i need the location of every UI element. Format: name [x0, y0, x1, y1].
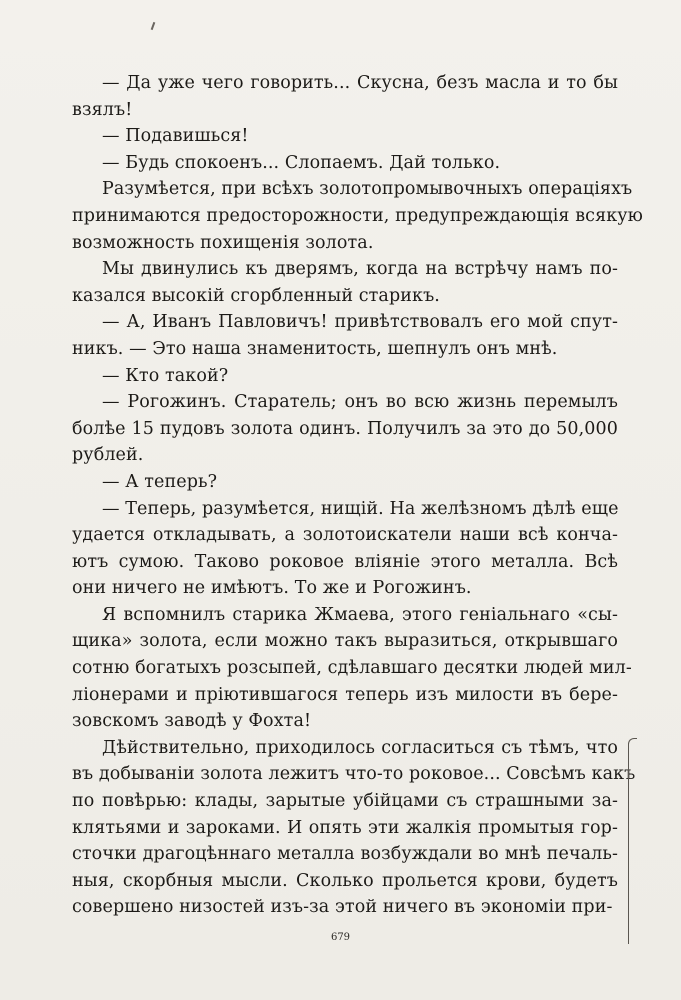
text-line: взялъ!: [72, 99, 133, 120]
paragraph: [72, 176, 643, 256]
text-line: рублей.: [72, 445, 144, 466]
text-line: Разумѣется, при всѣхъ золотопромывочныхъ операціяхъ: [102, 179, 633, 200]
paragraph: [72, 150, 618, 177]
text-line: — Будь спокоенъ... Слопаемъ. Дай только.: [102, 152, 501, 173]
paragraph: [72, 363, 618, 390]
text-line: казался высокій сгорбленный старикъ.: [72, 285, 440, 306]
text-line: удается откладывать, а золотоискатели наши всѣ конча-: [72, 525, 618, 546]
text-line: — А теперь?: [102, 471, 218, 492]
text-line: совершено низостей изъ-за этой ничего въ экономіи при-: [72, 897, 613, 918]
paragraph: [72, 602, 632, 735]
paragraph: [72, 389, 618, 469]
text-line: Дѣйствительно, приходилось согласиться съ тѣмъ, что: [102, 737, 618, 758]
paragraph: [72, 256, 618, 309]
text-line: клятьями и зароками. И опять эти жалкія промытыя гор-: [72, 817, 618, 838]
text-line: щика» золота, если можно такъ выразиться, открывшаго: [72, 631, 618, 652]
text-line: ютъ сумою. Таково роковое вліяніе этого металла. Всѣ: [72, 551, 618, 572]
paragraph: [72, 70, 618, 123]
paragraph: [72, 309, 618, 362]
paragraph: [72, 496, 618, 602]
text-line: ліонерами и пріютившагося теперь изъ милости въ бере-: [72, 684, 618, 705]
text-line: по повѣрью: клады, зарытые убійцами съ страшными за-: [72, 791, 618, 812]
body-text: [72, 70, 643, 921]
paragraph: [72, 469, 618, 496]
text-line: болѣе 15 пудовъ золота одинъ. Получилъ за это до 50,000: [72, 418, 618, 439]
text-line: Я вспомнилъ старика Жмаева, этого геніальнаго «сы-: [102, 604, 618, 625]
text-line: сточки драгоцѣннаго металла возбуждали во мнѣ печаль-: [72, 844, 618, 865]
text-line: — Подавишься!: [102, 126, 249, 147]
text-line: они ничего не имѣютъ. То же и Рогожинъ.: [72, 578, 472, 599]
text-line: — Кто такой?: [102, 365, 229, 386]
text-line: ныя, скорбныя мысли. Сколько прольется крови, будетъ: [72, 870, 618, 891]
page-number: 679: [330, 932, 351, 943]
text-line: — Теперь, разумѣется, нищій. На желѣзномъ дѣлѣ еще: [102, 498, 619, 519]
text-line: — А, Иванъ Павловичъ! привѣтствовалъ его мой спут-: [102, 312, 618, 333]
text-line: сотню богатыхъ розсыпей, сдѣлавшаго десятки людей мил-: [72, 658, 632, 679]
scan-speck: [151, 22, 156, 30]
text-line: никъ. — Это наша знаменитость, шепнулъ онъ мнѣ.: [72, 338, 558, 359]
text-line: принимаются предосторожности, предупреждающія всякую: [72, 205, 643, 226]
text-line: Мы двинулись къ дверямъ, когда на встрѣчу намъ по-: [102, 259, 618, 280]
text-line: — Да уже чего говорить... Скусна, безъ масла и то бы: [102, 73, 618, 93]
text-line: зовскомъ заводѣ у Фохта!: [72, 711, 312, 732]
text-line: возможность похищенія золота.: [72, 232, 374, 253]
text-line: — Рогожинъ. Старатель; онъ во всю жизнь перемылъ: [102, 392, 618, 413]
text-line: въ добываніи золота лежитъ что-то роковое... Совсѣмъ какъ: [72, 764, 636, 785]
paragraph: [72, 735, 636, 921]
paragraph: [72, 123, 618, 150]
margin-pencil-bracket: [628, 738, 637, 944]
